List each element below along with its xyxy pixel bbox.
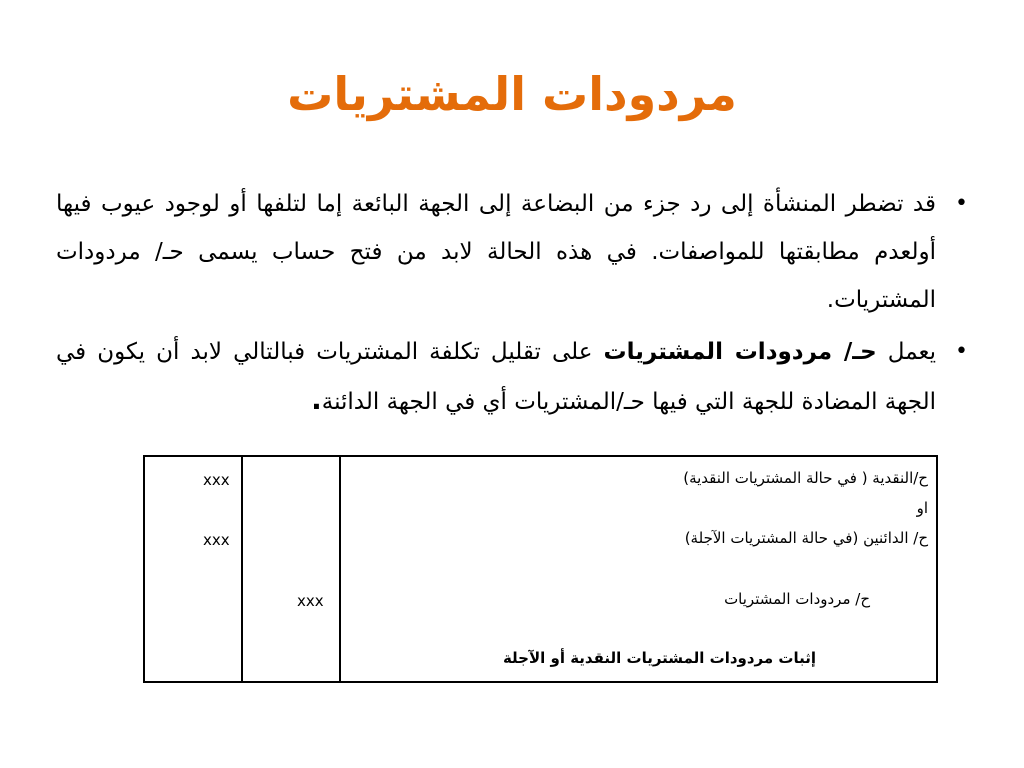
bullet-item	[56, 180, 972, 324]
debit-amount-cell	[144, 456, 242, 682]
bullet-rest: على تقليل تكلفة المشتريات فبالتالي لابد أن يكون في الجهة المضادة للجهة التي فيها حـ/المشتريات أي في الجهة الدائنة	[56, 339, 936, 415]
entry-explanation: إثبات مردودات المشتريات النقدية أو الآجلة	[502, 649, 816, 667]
entry-line-or: او	[916, 499, 928, 517]
debit-amount: xxx	[203, 531, 230, 549]
bullet-prefix: يعمل	[887, 339, 936, 365]
entry-line-creditors: ح/ الدائنين (في حالة المشتريات الآجلة)	[684, 529, 928, 547]
bullet-list	[56, 180, 972, 430]
table-row	[144, 456, 937, 682]
description-cell	[340, 456, 937, 682]
bullet-bold-account: حـ/ مردودات المشتريات	[603, 339, 877, 365]
bullet-dot-icon: •	[955, 339, 968, 364]
entry-line-returns-account: ح/ مردودات المشتريات	[724, 590, 870, 608]
debit-amount: xxx	[203, 471, 230, 489]
slide-title: مردودات المشتريات	[287, 67, 737, 121]
bullet-item	[56, 328, 972, 426]
bullet-dot-icon: •	[955, 191, 968, 216]
journal-entry-table	[143, 455, 938, 683]
bullet-text: قد تضطر المنشأة إلى رد جزء من البضاعة إلى الجهة البائعة إما لتلفها أو لوجود عيوب فيها أولعدم مطابقتها للمواصفات. في هذه الحالة لابد من فتح حساب يسمى حـ/ مردودات المشتريات.	[56, 191, 936, 313]
bullet-period: .	[311, 383, 322, 416]
credit-amount-cell	[242, 456, 340, 682]
entry-line-cash: ح/النقدية ( في حالة المشتريات النقدية)	[683, 469, 928, 487]
credit-amount: xxx	[297, 592, 324, 610]
